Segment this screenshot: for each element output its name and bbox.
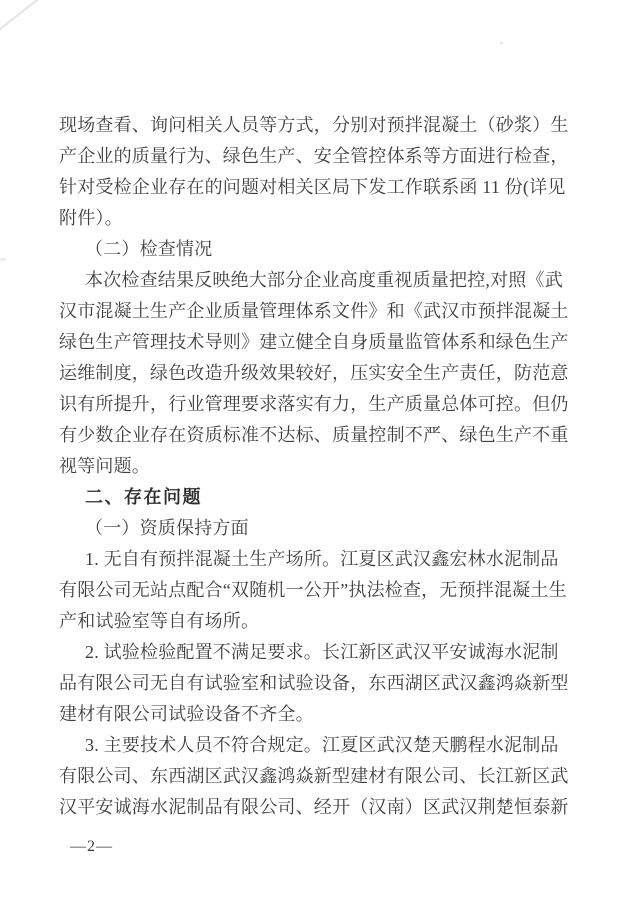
document-text-block [59,110,569,823]
document-line: 针对受检企业存在的问题对相关区局下发工作联系函 11 份(详见 [59,177,566,197]
scan-artifact-dot [500,42,503,44]
document-line: 视等问题。 [59,456,150,476]
document-line: 产和试验室等自有场所。 [59,611,260,631]
document-line: 绿色生产管理技术导则》建立健全自身质量监管体系和绿色生产 [59,332,569,352]
document-line: 汉市混凝土生产企业质量管理体系文件》和《武汉市预拌混凝土 [59,301,569,321]
section-heading-existing-problems: 二、存在问题 [85,487,202,507]
document-line: 现场查看、询问相关人员等方式，分别对预拌混凝土（砂浆）生 [59,115,569,135]
document-line: 产企业的质量行为、绿色生产、安全管控体系等方面进行检查， [59,146,569,166]
subsection-heading-qualification: （一）资质保持方面 [85,518,249,538]
document-line: 运维制度，绿色改造升级效果较好，压实安全生产责任，防范意 [59,363,569,383]
document-line: 本次检查结果反映绝大部分企业高度重视质量把控,对照《武 [85,270,563,290]
document-line: 有限公司无站点配合“双随机一公开”执法检查，无预拌混凝土生 [59,580,567,600]
scan-artifact-streak [0,0,39,32]
document-line: 有少数企业存在资质标准不达标、质量控制不严、绿色生产不重 [59,425,569,445]
page-number: —2— [70,838,113,855]
document-line: 汉平安诚海水泥制品有限公司、经开（汉南）区武汉荆楚恒泰新 [59,797,569,817]
document-line: 附件）。 [59,208,123,228]
subsection-heading-inspection-status: （二）检查情况 [85,239,213,259]
document-line: 3. 主要技术人员不符合规定。江夏区武汉楚天鹏程水泥制品 [85,735,559,755]
scan-artifact-smudge [0,258,6,261]
document-line: 有限公司、东西湖区武汉鑫鸿焱新型建材有限公司、长江新区武 [59,766,569,786]
document-line: 2. 试验检验配置不满足要求。长江新区武汉平安诚海水泥制 [85,642,559,662]
document-line: 建材有限公司试验设备不齐全。 [59,704,314,724]
document-line: 1. 无自有预拌混凝土生产场所。江夏区武汉鑫宏林水泥制品 [85,549,559,569]
document-line: 品有限公司无自有试验室和试验设备，东西湖区武汉鑫鸿焱新型 [59,673,569,693]
document-line: 识有所提升，行业管理要求落实有力，生产质量总体可控。但仍 [59,394,569,414]
